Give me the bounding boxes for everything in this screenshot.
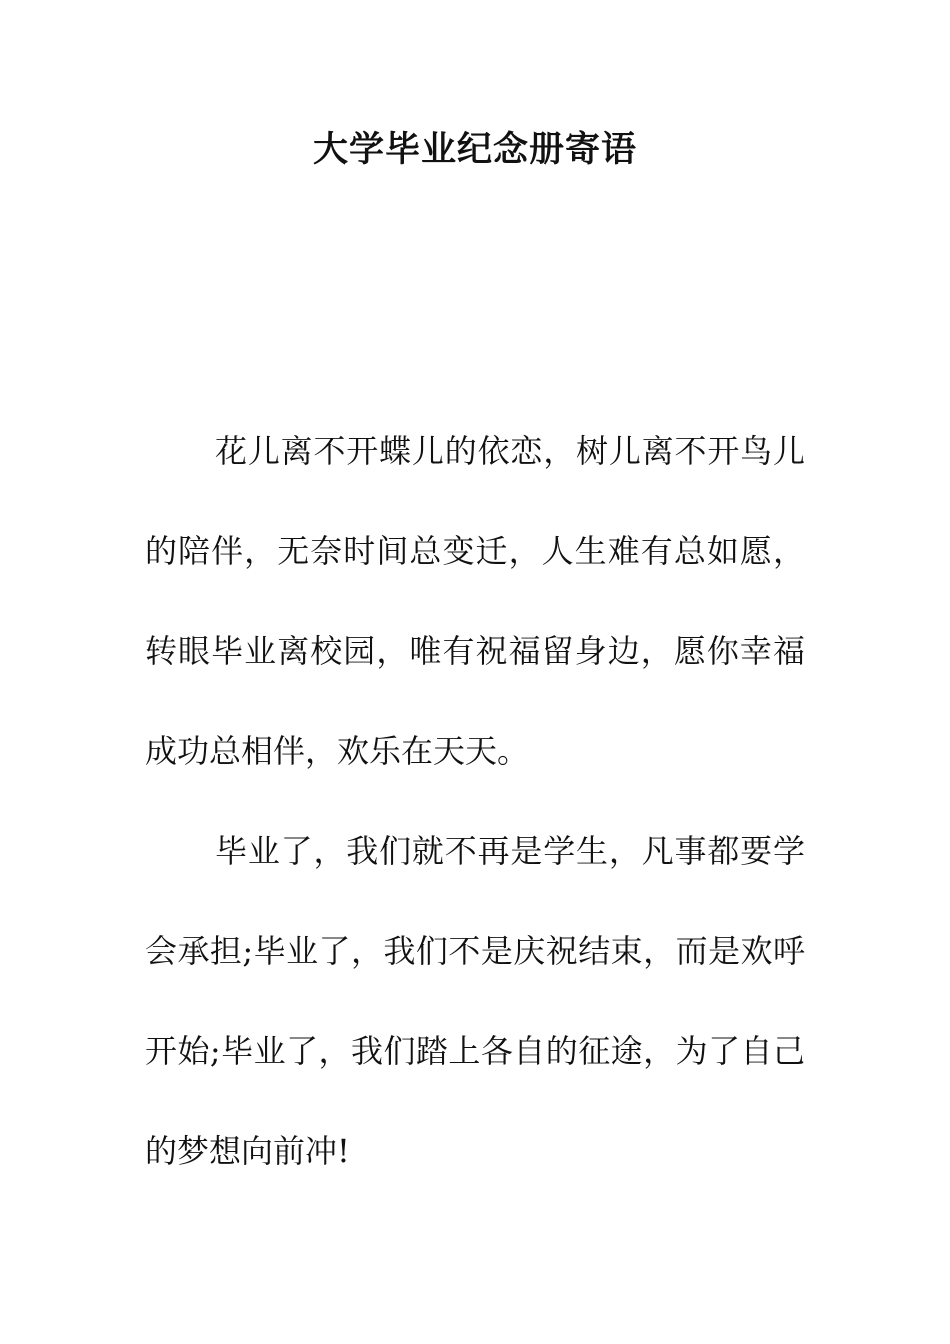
document-body	[145, 401, 805, 1201]
document-title: 大学毕业纪念册寄语	[312, 130, 637, 170]
paragraph-2: 毕业了，我们就不再是学生，凡事都要学会承担;毕业了，我们不是庆祝结束，而是欢呼开始;毕业了，我们踏上各自的征途，为了自己的梦想向前冲!	[145, 832, 805, 1170]
paragraph-1: 花儿离不开蝶儿的依恋，树儿离不开鸟儿的陪伴，无奈时间总变迁，人生难有总如愿，转眼毕业离校园，唯有祝福留身边，愿你幸福成功总相伴，欢乐在天天。	[145, 432, 805, 770]
